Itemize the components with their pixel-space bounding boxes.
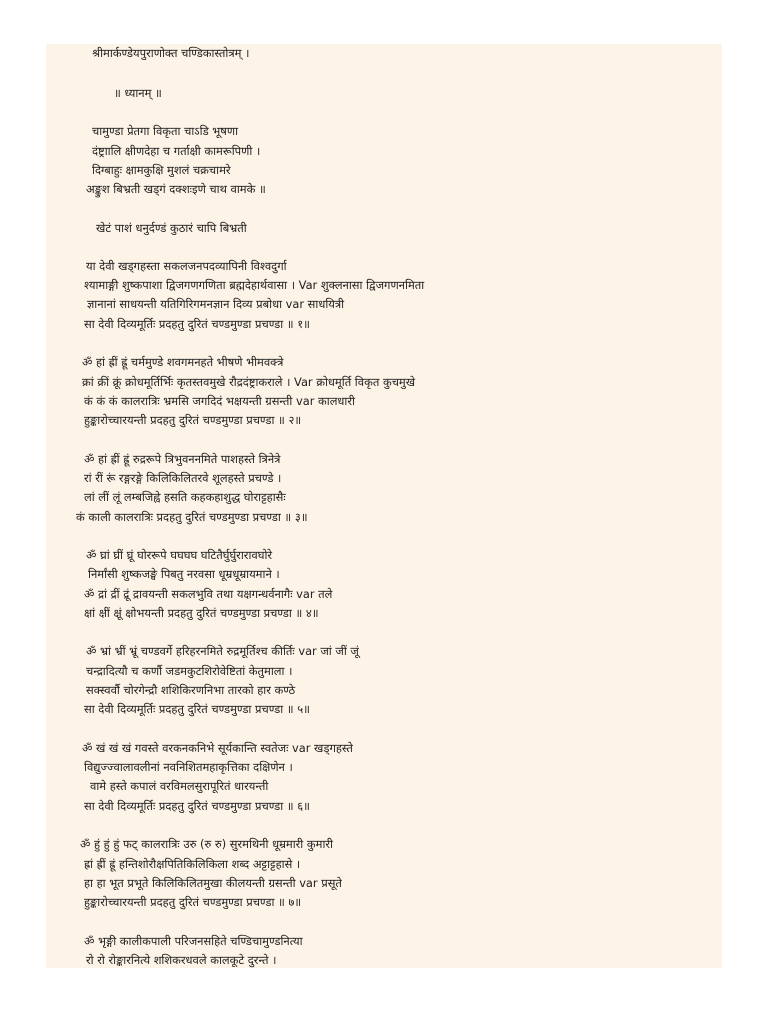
verse-line: वामे हस्ते कपालं वरविमलसुरापूरितं धारयन्ती [90, 779, 269, 793]
verse-line: दंष्ट्राालि क्षीणदेहा च गर्ताक्षी कामरूपिणी । [92, 144, 261, 158]
verse-line: सा देवी दिव्यमूर्तिः प्रदहतु दुरितं चण्डमुण्डा प्रचण्डा ॥ ५॥ [84, 702, 310, 716]
verse-line: क्रां क्रीं क्रूं क्रोधमूर्तिर्भिः कृतस्तवमुखे रौद्रदंष्ट्राकराले । Var क्रोधमूर्ति विकृत कुचमुखे [82, 375, 416, 389]
verse-line: ॐ घ्रां घ्रीं घ्रूं घोररूपे घघघघ घटितैर्घुर्घुरारावघोरे [86, 548, 273, 562]
verse-line: हुङ्कारोच्चारयन्ती प्रदहतु दुरितं चण्डमुण्डा प्रचण्डा ॥ २॥ [84, 413, 302, 427]
verse-line: अङ्कुश बिभ्रती खड्गं दक्शःइणे चाथ वामके ॥ [86, 182, 266, 196]
verse-line: श्यामाङ्गी शुष्कपाशा द्विजगणगणिता ब्रह्मदेहार्थवासा । Var शुक्लनासा द्विजगणनमिता [84, 278, 425, 292]
verse-line: रो रो रोङ्कारनित्ये शशिकरधवले कालकूटे दुरन्ते । [86, 953, 277, 967]
verse-line: खेटं पाशं धनुर्दण्डं कुठारं चापि बिभ्रती [96, 221, 247, 235]
verse-line: हा हा भूत प्रभूते किलिकिलितमुखा कीलयन्ती ग्रसन्ती var प्रसूते [84, 876, 342, 890]
page-title: श्रीमार्कण्डेयपुराणोक्त चण्डिकास्तोत्रम् । [92, 46, 250, 60]
verse-line: ह्रां ह्रीं ह्रूं हन्तिशोरौक्षपितिकिलिकिला शब्द अट्टाट्टहासे । [84, 857, 301, 871]
verse-line: ॐ भ्रां भ्रीं भ्रूं चण्डवर्गे हरिहरनमिते रुद्रमूर्तिश्च कीर्तिः var जां जीं जूं [86, 644, 359, 658]
document-page [46, 44, 722, 968]
verse-line: ॐ खं खं खं गवस्ते वरकनकनिभे सूर्यकान्ति स्वतेजः var खड्गहस्ते [82, 741, 353, 755]
section-heading-dhyanam: ॥ ध्यानम् ॥ [114, 86, 162, 100]
verse-line: ॐ हां ह्रीं ह्रूं चर्ममुण्डे शवगमनहते भीषणे भीमवक्त्रे [82, 355, 284, 369]
verse-line: निर्मांसी शुष्कजङ्घे पिबतु नरवसा धूम्रधूम्रायमाने । [88, 567, 280, 581]
verse-line: ॐ हां ह्रीं ह्रूं रुद्ररूपे त्रिभुवननमिते पाशहस्ते त्रिनेत्रे [84, 452, 281, 466]
verse-line: सा देवी दिव्यमूर्तिः प्रदहतु दुरितं चण्डमुण्डा प्रचण्डा ॥ १॥ [84, 317, 310, 331]
verse-line: क्षां क्षीं क्षूं क्षोभयन्ती प्रदहतु दुरितं चण्डमुण्डा प्रचण्डा ॥ ४॥ [84, 606, 319, 620]
verse-line: ॐ हुं हुं हुं फट् कालरात्रिः उरु (रु रु) सुरमथिनी धूम्रमारी कुमारी [80, 837, 333, 851]
verse-line: या देवी खड्गहस्ता सकलजनपदव्यापिनी विश्वदुर्गा [86, 259, 287, 273]
verse-line: रां रीं रूं रङ्गरङ्गे किलिकिलितरवे शूलहस्ते प्रचण्डे । [84, 471, 282, 485]
verse-line: चामुण्डा प्रेतगा विकृता चाऽडि भूषणा [92, 124, 239, 138]
verse-line: दिग्बाहुः क्षामकुक्षि मुशलं चक्रचामरे [92, 163, 231, 177]
verse-line: ॐ द्रां द्रीं द्रूं द्रावयन्ती सकलभुवि तथा यक्षगन्धर्वनागैः var तले [84, 587, 333, 601]
verse-line: कं कं कं कालरात्रिः भ्रमसि जगदिदं भक्षयन्ती ग्रसन्ती var कालधारी [84, 394, 355, 408]
verse-line: सा देवी दिव्यमूर्तिः प्रदहतु दुरितं चण्डमुण्डा प्रचण्डा ॥ ६॥ [84, 799, 310, 813]
verse-line: विद्युज्ज्वालावलीनां नवनिशितमहाकृत्तिका दक्षिणेन । [84, 760, 293, 774]
verse-line: लां लीं लूं लम्बजिह्वे हसति कहकहाशुद्ध घोराट्टहासैः [84, 490, 286, 504]
verse-line: ॐ भृङ्गी कालीकपाली परिजनसहिते चण्डिचामुण्डनित्या [84, 934, 303, 948]
verse-line: सक्स्वर्वौ चोरगेन्द्रौ शशिकिरणनिभा तारको हार कण्ठे [86, 683, 296, 697]
verse-line: हुङ्कारोच्चारयन्ती प्रदहतु दुरितं चण्डमुण्डा प्रचण्डा ॥ ७॥ [84, 895, 302, 909]
verse-line: ज्ञानानां साधयन्ती यतिगिरिगमनज्ञान दिव्य प्रबोधा var साधयित्री [87, 297, 345, 311]
verse-line: चन्द्रादित्यौ च कर्णौ जडमकुटशिरोवेष्टितां केतुमाला । [86, 664, 293, 678]
verse-line: कं काली कालरात्रिः प्रदहतु दुरितं चण्डमुण्डा प्रचण्डा ॥ ३॥ [76, 510, 308, 524]
